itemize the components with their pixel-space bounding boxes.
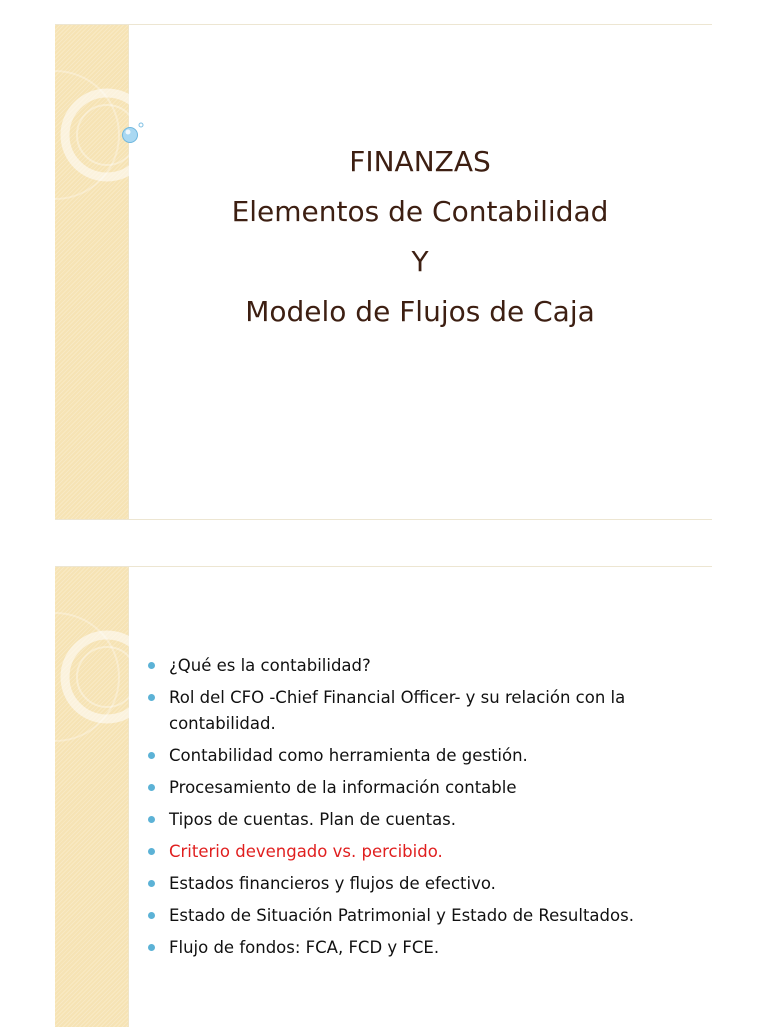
bullet-dot-icon (148, 880, 155, 887)
bullet-list (143, 653, 673, 967)
bullet-text: Procesamiento de la información contable (169, 778, 517, 797)
bullet-item (143, 871, 673, 897)
bullet-text: Estado de Situación Patrimonial y Estado de Resultados. (169, 906, 634, 925)
bullet-text: ¿Qué es la contabilidad? (169, 656, 371, 675)
bullet-text: Contabilidad como herramienta de gestión. (169, 746, 528, 765)
title-line: Modelo de Flujos de Caja (245, 295, 595, 328)
bullet-dot-icon (148, 944, 155, 951)
title-line: FINANZAS (349, 145, 491, 178)
bullet-item (143, 743, 673, 769)
bullet-item (143, 653, 673, 679)
title-line: Elementos de Contabilidad (231, 195, 609, 228)
bullet-item (143, 903, 673, 929)
bullet-text: Estados financieros y flujos de efectivo. (169, 874, 496, 893)
bullet-dot-icon (148, 848, 155, 855)
bullet-item (143, 839, 673, 865)
bullet-dot-icon (148, 816, 155, 823)
bullet-item (143, 685, 673, 737)
bullet-dot-icon (148, 784, 155, 791)
bullet-text: Criterio devengado vs. percibido. (169, 842, 443, 861)
slide-title (128, 137, 712, 337)
bullet-dot-icon (148, 752, 155, 759)
title-slide (55, 24, 712, 520)
bullet-item (143, 807, 673, 833)
bullet-item (143, 935, 673, 961)
agenda-slide (55, 566, 712, 1027)
bullet-text: Flujo de fondos: FCA, FCD y FCE. (169, 938, 440, 957)
bullet-text: Rol del CFO -Chief Financial Officer- y su relación con la contabilidad. (169, 688, 626, 733)
bullet-dot-icon (148, 912, 155, 919)
bullet-dot-icon (148, 694, 155, 701)
bullet-text: Tipos de cuentas. Plan de cuentas. (169, 810, 457, 829)
title-line: Y (411, 245, 429, 278)
bullet-dot-icon (148, 662, 155, 669)
bullet-item (143, 775, 673, 801)
